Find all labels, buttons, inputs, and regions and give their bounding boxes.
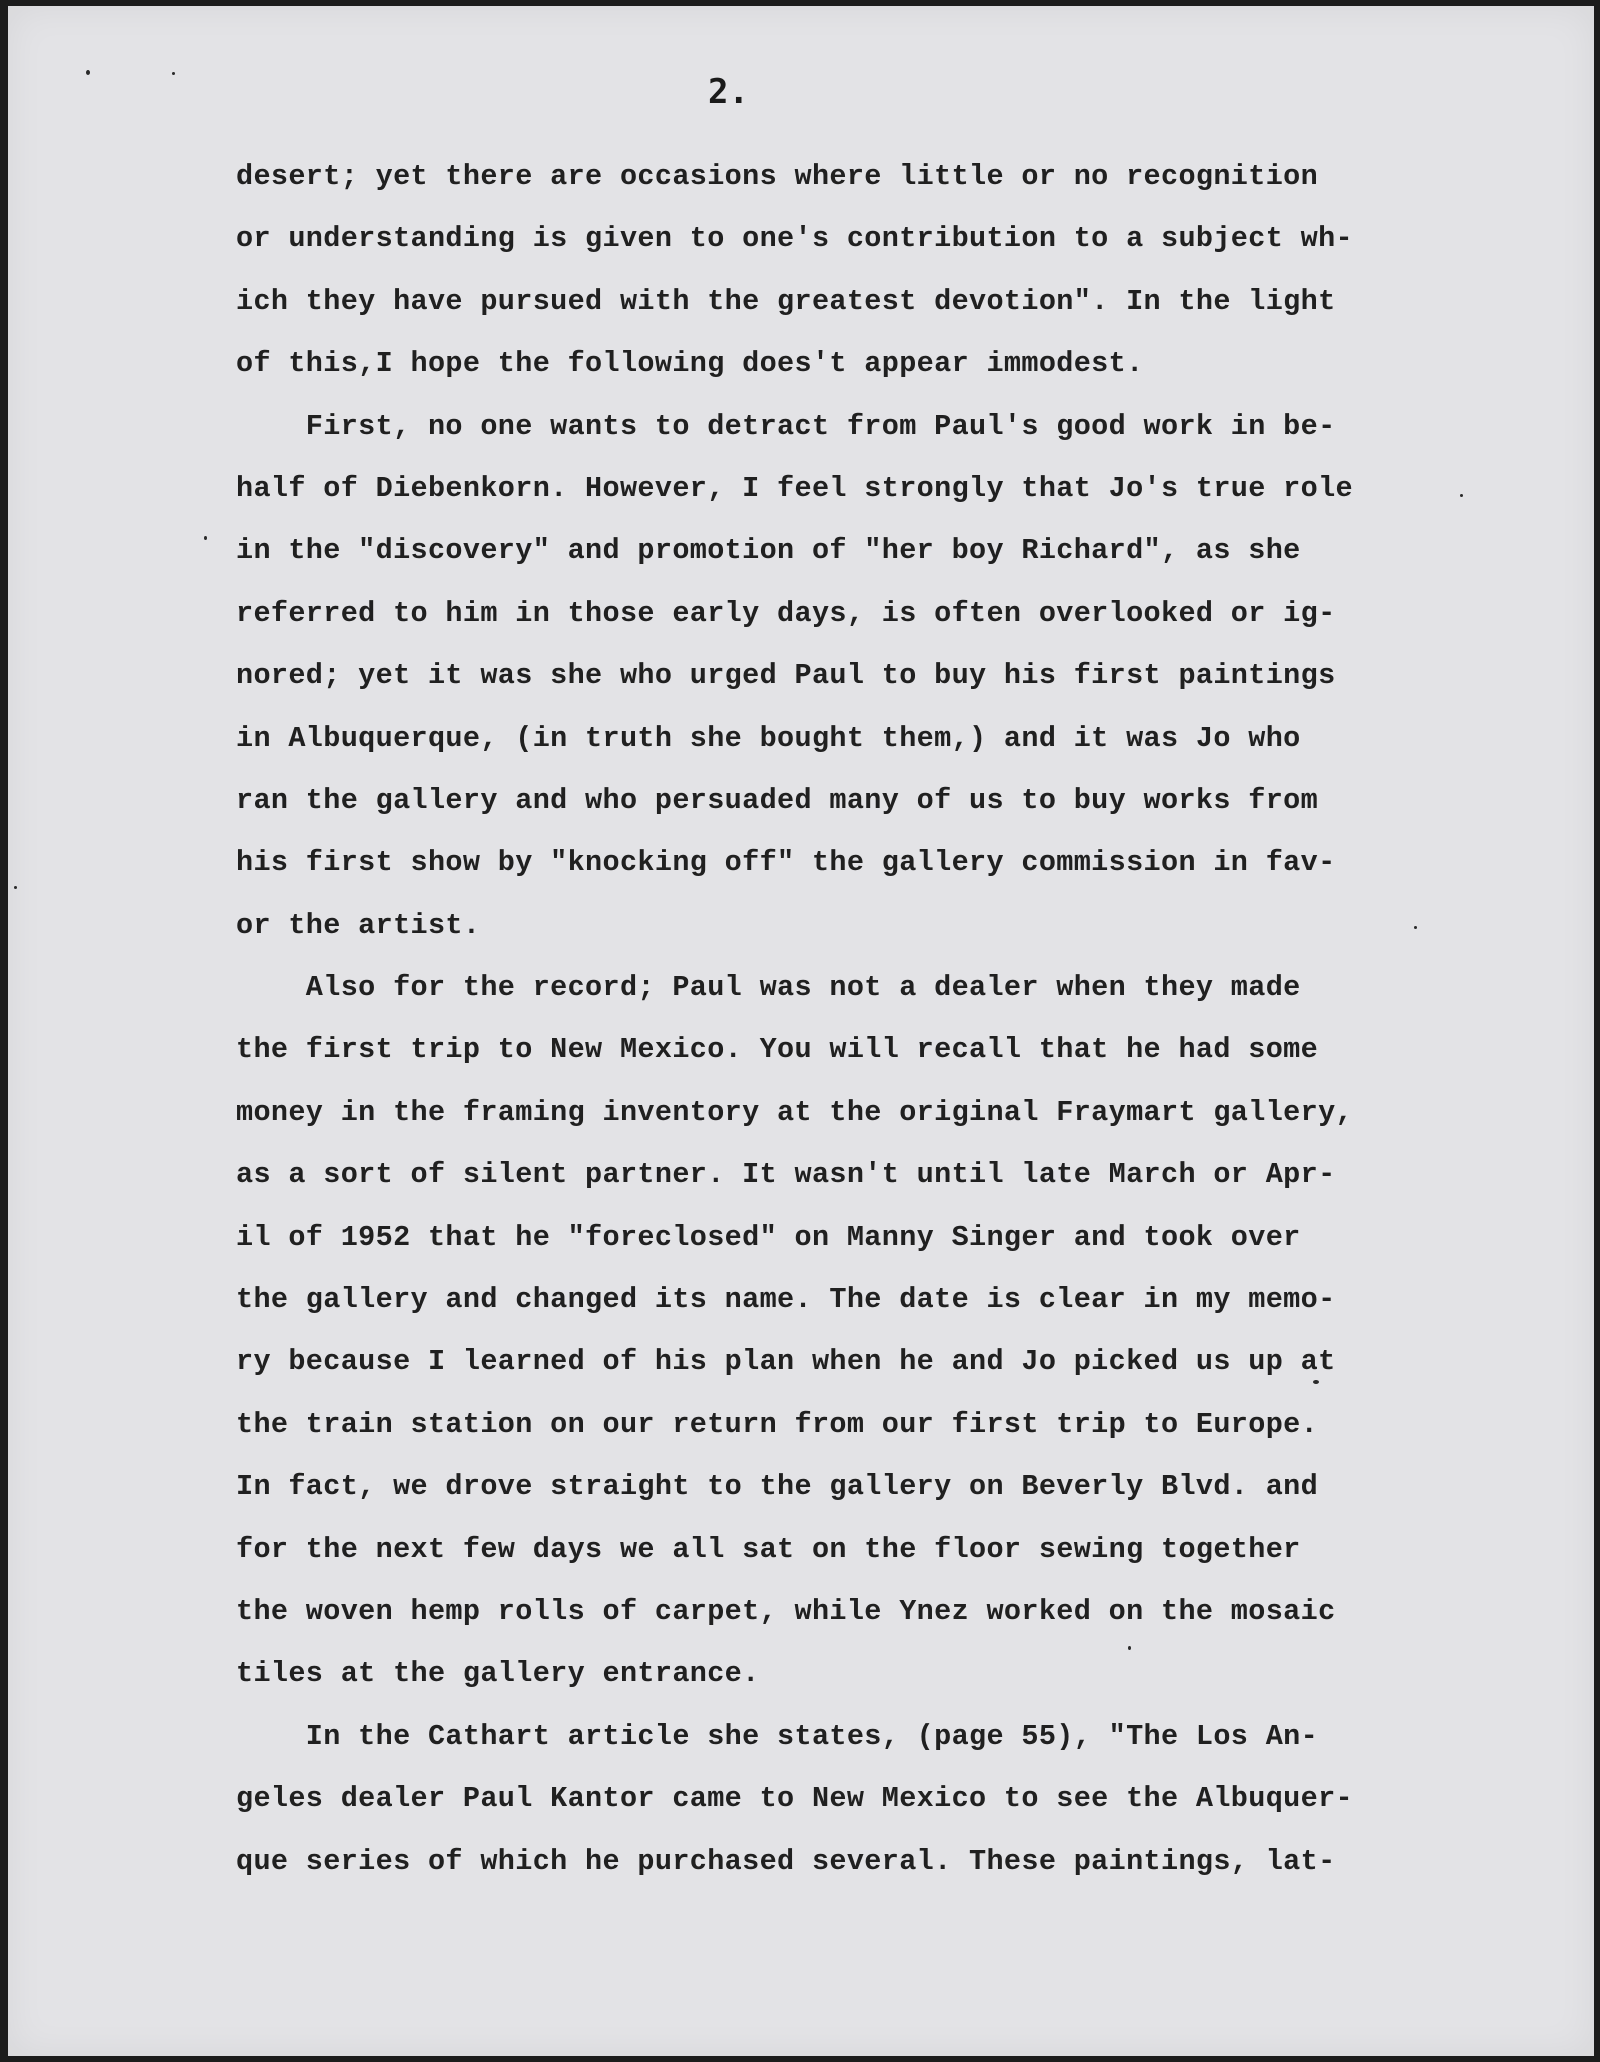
text-line: his first show by "knocking off" the gallery commission in fav-: [236, 846, 1336, 880]
text-line: the train station on our return from our first trip to Europe.: [236, 1407, 1319, 1441]
paper-speck: [86, 70, 90, 75]
text-line: tiles at the gallery entrance.: [236, 1657, 760, 1691]
text-line: In fact, we drove straight to the gallery on Beverly Blvd. and: [236, 1470, 1319, 1504]
typed-letter-page: [8, 6, 1594, 2056]
text-line: geles dealer Paul Kantor came to New Mexico to see the Albuquer-: [236, 1782, 1353, 1816]
paper-speck: [1414, 926, 1417, 929]
text-line: In the Cathart article she states, (page 55), "The Los An-: [236, 1719, 1319, 1753]
page-number: 2.: [708, 72, 749, 112]
text-line: as a sort of silent partner. It wasn't until late March or Apr-: [236, 1158, 1336, 1192]
text-line: or understanding is given to one's contribution to a subject wh-: [236, 222, 1353, 256]
paper-speck: [1313, 1380, 1319, 1384]
text-line: Also for the record; Paul was not a dealer when they made: [236, 971, 1301, 1005]
text-line: the woven hemp rolls of carpet, while Ynez worked on the mosaic: [236, 1594, 1336, 1628]
text-line: in the "discovery" and promotion of "her boy Richard", as she: [236, 534, 1301, 568]
paper-speck: [14, 886, 17, 889]
text-line: il of 1952 that he "foreclosed" on Manny Singer and took over: [236, 1220, 1301, 1254]
text-line: money in the framing inventory at the original Fraymart gallery,: [236, 1095, 1353, 1129]
text-line: the first trip to New Mexico. You will recall that he had some: [236, 1033, 1319, 1067]
text-line: First, no one wants to detract from Paul's good work in be-: [236, 409, 1336, 443]
paper-speck: [1128, 1646, 1131, 1650]
text-line: referred to him in those early days, is often overlooked or ig-: [236, 596, 1336, 630]
text-line: ry because I learned of his plan when he and Jo picked us up at: [236, 1345, 1336, 1379]
text-line: desert; yet there are occasions where little or no recognition: [236, 160, 1319, 193]
text-line: for the next few days we all sat on the floor sewing together: [236, 1532, 1301, 1566]
text-line: of this,I hope the following does't appear immodest.: [236, 347, 1144, 381]
paper-speck: [172, 72, 175, 75]
letter-body: [236, 146, 1466, 1893]
text-line: half of Diebenkorn. However, I feel strongly that Jo's true role: [236, 471, 1353, 505]
text-line: que series of which he purchased several. These paintings, lat-: [236, 1844, 1336, 1878]
paper-speck: [1460, 494, 1463, 497]
text-line: the gallery and changed its name. The date is clear in my memo-: [236, 1283, 1336, 1317]
text-line: ran the gallery and who persuaded many of us to buy works from: [236, 783, 1319, 817]
text-line: ich they have pursued with the greatest devotion". In the light: [236, 284, 1336, 318]
text-line: nored; yet it was she who urged Paul to buy his first paintings: [236, 659, 1336, 693]
paper-speck: [204, 536, 207, 540]
text-line: or the artist.: [236, 908, 481, 942]
text-line: in Albuquerque, (in truth she bought them,) and it was Jo who: [236, 721, 1301, 755]
